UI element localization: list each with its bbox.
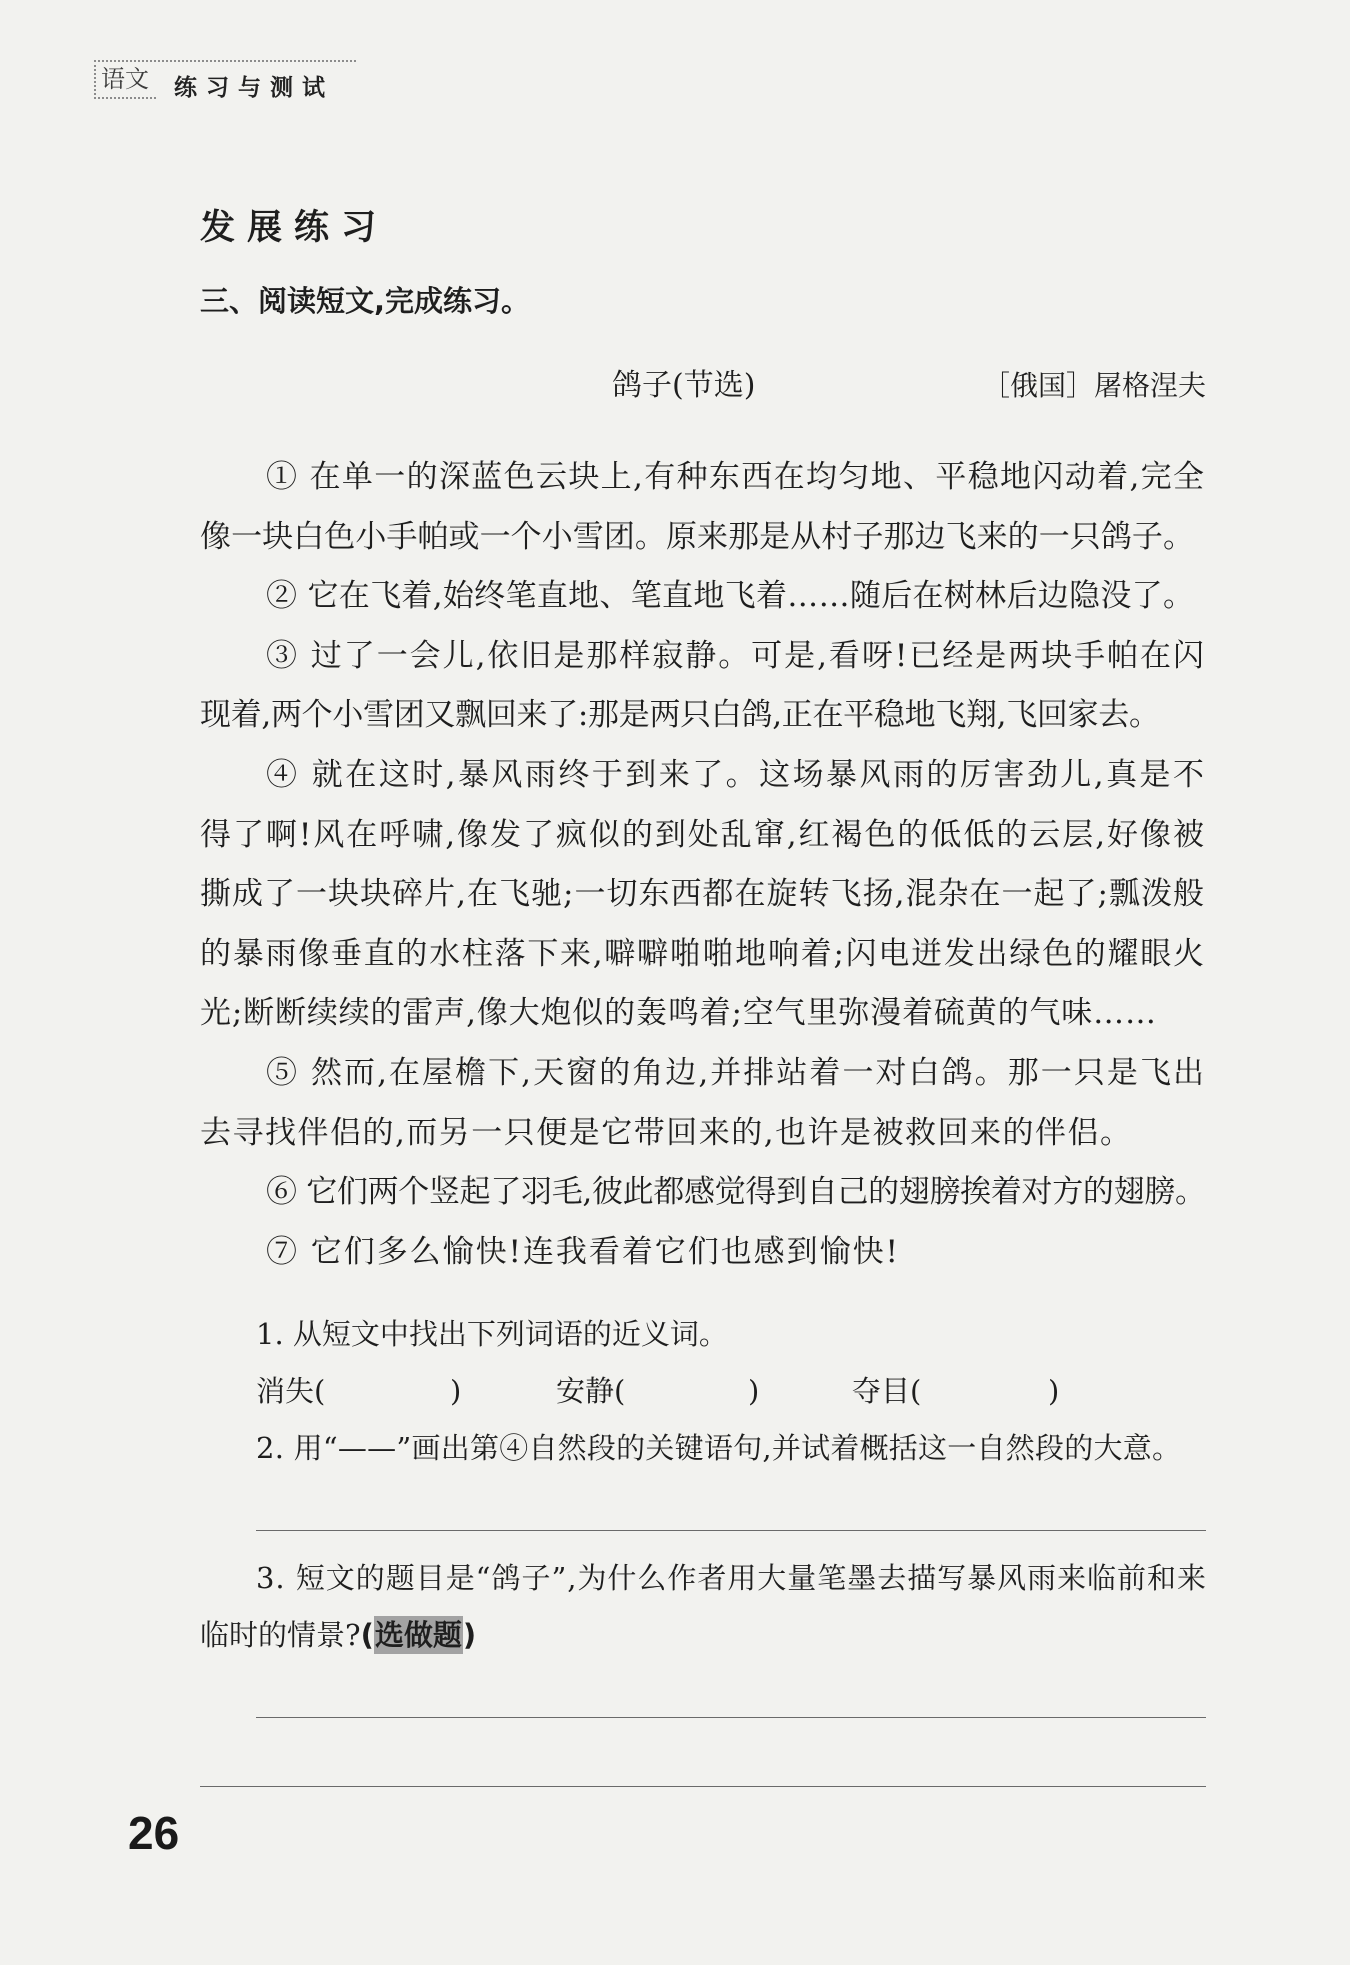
line-text: 现着,两个小雪团又飘回来了:那是两只白鸽,正在平稳地飞翔,飞回家去。 [200,697,1160,734]
answer-line-q3-1 [256,1717,1206,1718]
passage-line [200,448,1204,508]
answer-line-q2 [256,1530,1206,1531]
line-text: ① 在单一的深蓝色云块上,有种东西在均匀地、平稳地闪动着,完全 [266,459,1206,495]
optional-tag-highlight: 选做题 [374,1618,462,1652]
passage-line [200,1044,1207,1104]
line-text: 撕成了一块块碎片,在飞驰;一切东西都在旋转飞扬,混杂在一起了;瓢泼般 [200,876,1206,913]
line-text: 的暴雨像垂直的水柱落下来,噼噼啪啪地响着;闪电迸发出绿色的耀眼火 [200,935,1206,972]
line-text: ⑥ 它们两个竖起了羽毛,彼此都感觉得到自己的翅膀挨着对方的翅膀。 [266,1174,1206,1211]
tag-close-paren: ) [462,1618,477,1652]
line-text: ⑤ 然而,在屋檐下,天窗的角边,并排站着一对白鸽。那一只是飞出 [266,1054,1207,1091]
exercise-instruction: 三、阅读短文,完成练习。 [200,284,531,318]
passage [200,448,1206,1282]
passage-line [200,1223,898,1283]
question-text: 2. 用“——”画出第④自然段的关键语句,并试着概括这一自然段的大意。 [256,1431,1182,1465]
question-text: 临时的情景? [200,1618,361,1652]
question-text: 3. 短文的题目是“鸽子”,为什么作者用大量笔墨去描写暴风雨来临前和来 [256,1561,1207,1595]
passage-line [200,567,1194,627]
passage-line [200,865,1204,925]
passage-title: 鸽子(节选) [612,368,756,403]
question-3-line-1 [256,1558,1206,1598]
passage-line [200,746,1207,806]
blank-close-3: ) [1048,1374,1060,1408]
paragraph-3 [200,627,1206,746]
line-text: 像一块白色小手帕或一个小雪团。原来那是从村子那边飞来的一只鸽子。 [200,518,1195,555]
paragraph-6 [200,1163,1206,1223]
question-text: 1. 从短文中找出下列词语的近义词。 [256,1317,728,1351]
passage-line [200,1163,1206,1223]
passage-line [200,806,1204,866]
paragraph-2 [200,567,1206,627]
passage-line [200,925,1204,985]
blank-label-1: 消失( [256,1374,326,1408]
paragraph-7 [200,1223,1206,1283]
question-1-prompt [256,1314,728,1354]
passage-line [200,627,1204,687]
line-text: 光;断断续续的雷声,像大炮似的轰鸣着;空气里弥漫着硫黄的气味…… [200,995,1157,1032]
tag-open-paren: ( [360,1618,374,1652]
paragraph-5 [200,1044,1206,1163]
series-title: 练习与测试 [174,75,334,101]
passage-line [200,984,1156,1044]
answer-line-q3-2 [200,1786,1206,1787]
line-text: 去寻找伴侣的,而另一只便是它带回来的,也许是被救回来的伴侣。 [200,1114,1133,1151]
line-text: ③ 过了一会儿,依旧是那样寂静。可是,看呀!已经是两块手帕在闪 [266,637,1206,674]
passage-line [200,686,1160,746]
page-number: 26 [128,1807,180,1859]
line-text: ⑦ 它们多么愉快!连我看着它们也感到愉快! [266,1233,900,1270]
paragraph-1 [200,448,1206,567]
question-2-prompt [256,1428,1181,1468]
question-3-line-2 [200,1615,476,1655]
subject-label: 语文 [101,65,149,93]
subject-box [94,60,156,99]
blank-close-2: ) [748,1374,760,1408]
blank-label-2: 安静( [556,1374,626,1408]
passage-line [200,1104,1131,1164]
line-text: ④ 就在这时,暴风雨终于到来了。这场暴风雨的厉害劲儿,真是不 [266,756,1207,793]
passage-line [200,508,1194,568]
section-title: 发展练习 [200,208,389,248]
blank-label-3: 夺目( [852,1374,922,1408]
blank-close-1: ) [450,1374,462,1408]
optional-tag [361,1616,477,1654]
line-text: ② 它在飞着,始终笔直地、笔直地飞着……随后在树林后边隐没了。 [266,578,1195,615]
paragraph-4 [200,746,1206,1044]
line-text: 得了啊!风在呼啸,像发了疯似的到处乱窜,红褐色的低低的云层,好像被 [200,816,1206,853]
passage-author: ［俄国］屠格涅夫 [981,369,1206,402]
